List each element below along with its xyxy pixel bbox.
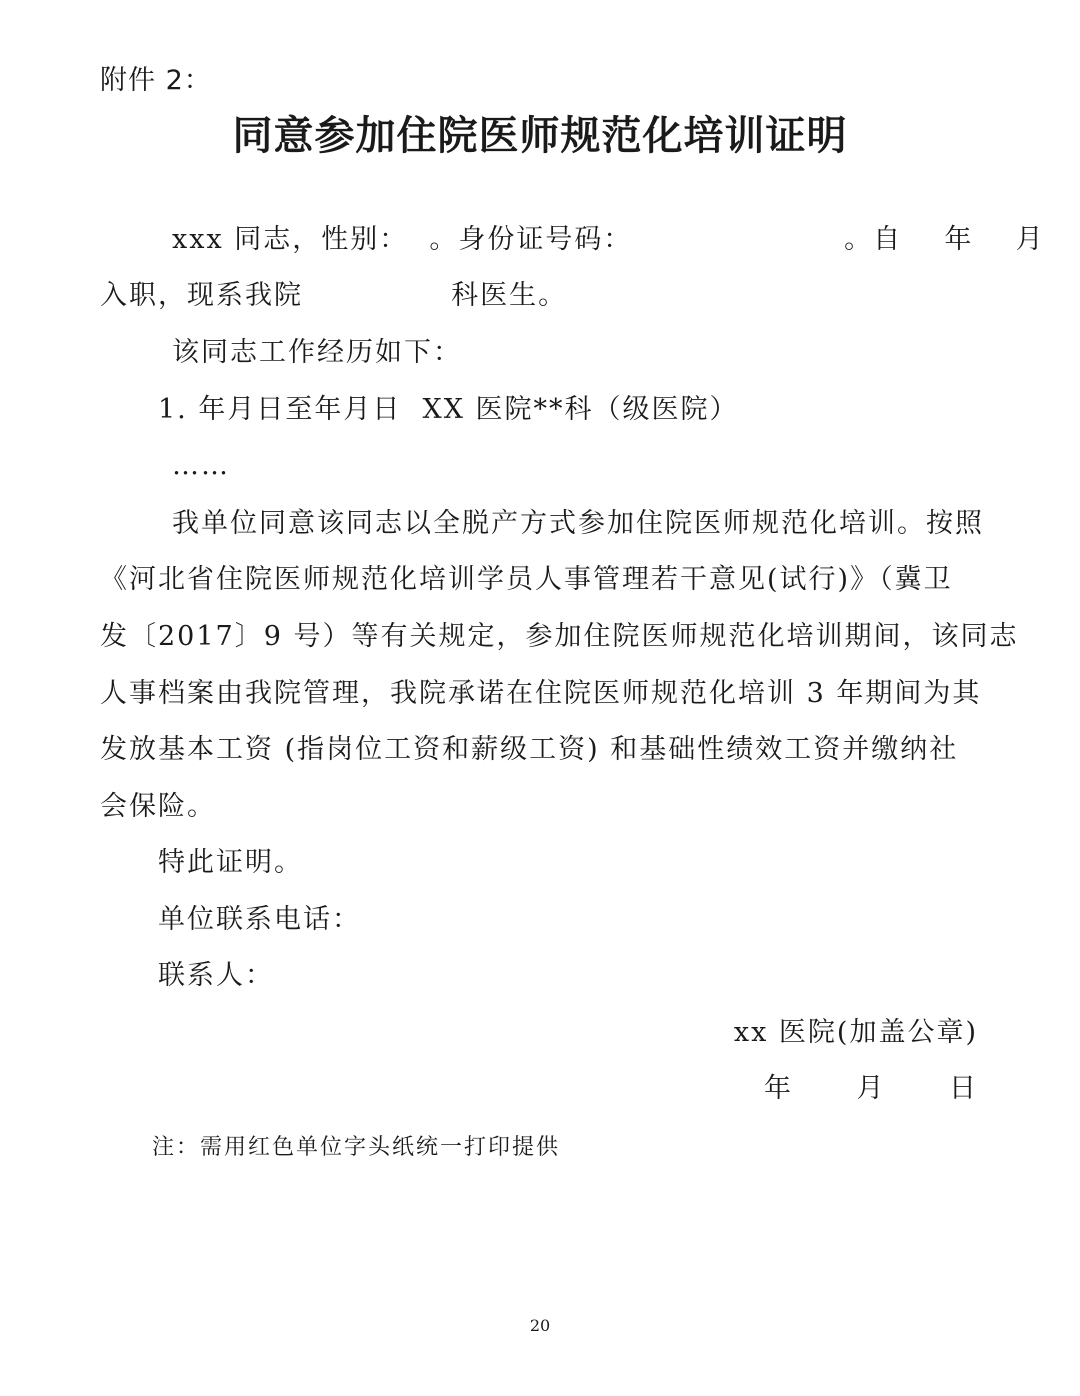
body-line: 《河北省住院医师规范化培训学员人事管理若干意见(试行)》（冀卫 xyxy=(100,564,953,595)
page-number: 20 xyxy=(529,1316,551,1335)
footnote: 注：需用红色单位字头纸统一打印提供 xyxy=(152,1135,561,1160)
body-line: 人事档案由我院管理，我院承诺在住院医师规范化培训 3 年期间为其 xyxy=(100,678,982,709)
contact-label: 联系人： xyxy=(158,960,274,991)
certify-text: 特此证明。 xyxy=(158,847,303,878)
body-line: 会保险。 xyxy=(100,791,216,822)
experience-item-1: 1. 年月日至年月日 XX 医院**科（级医院） xyxy=(158,394,739,425)
phone-label: 单位联系电话： xyxy=(158,904,361,935)
document-title: 同意参加住院医师规范化培训证明 xyxy=(232,113,848,159)
experience-ellipsis: …… xyxy=(172,450,230,481)
body-line: 我单位同意该同志以全脱产方式参加住院医师规范化培训。按照 xyxy=(172,508,984,539)
intro-line-1: xxx 同志，性别： 。身份证号码： 。自 年 月 xyxy=(172,224,1045,255)
body-line: 发〔2017〕9 号）等有关规定，参加住院医师规范化培训期间，该同志 xyxy=(100,621,1019,652)
hospital-seal-line: xx 医院(加盖公章) xyxy=(733,1017,978,1048)
intro-line-2: 入职，现系我院 科医生。 xyxy=(100,280,568,311)
signature-date: 年 月 日 xyxy=(764,1073,978,1104)
experience-heading: 该同志工作经历如下： xyxy=(172,337,462,368)
body-line: 发放基本工资 (指岗位工资和薪级工资) 和基础性绩效工资并缴纳社 xyxy=(100,734,959,765)
attachment-label: 附件 2： xyxy=(100,65,212,96)
